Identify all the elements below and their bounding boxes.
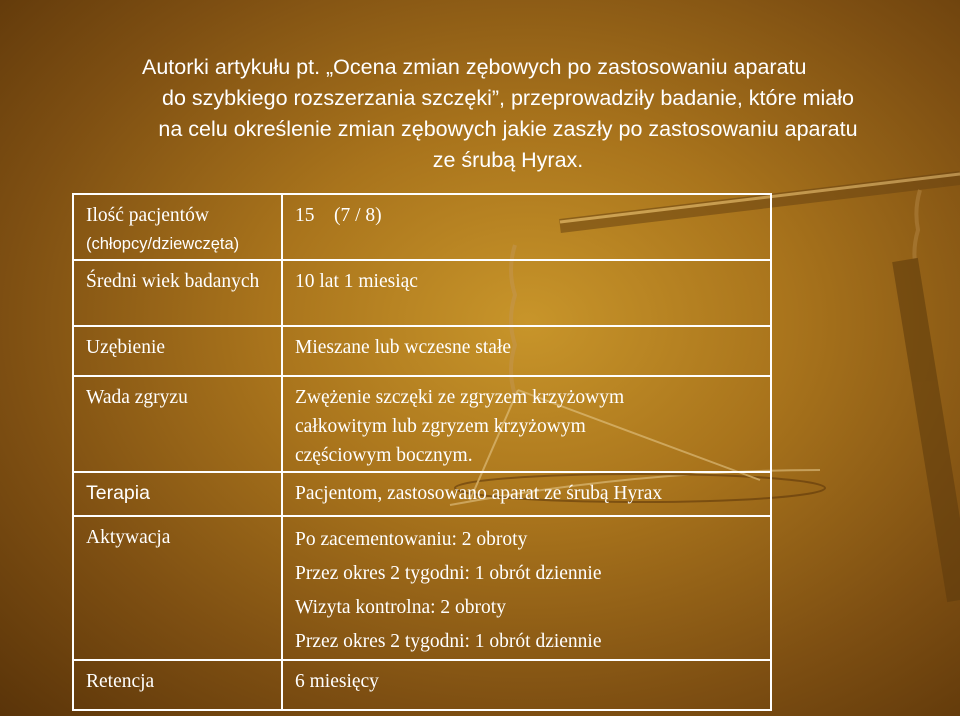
row-label xyxy=(73,194,282,260)
row-value xyxy=(282,260,771,326)
table-row xyxy=(73,376,771,472)
row-value xyxy=(282,472,771,516)
row-value-text: częściowym bocznym. xyxy=(295,445,473,466)
row-value-text: Przez okres 2 tygodni: 1 obrót dziennie xyxy=(295,631,602,652)
row-label-text: Średni wiek badanych xyxy=(86,271,260,292)
table-row xyxy=(73,516,771,660)
row-label xyxy=(73,660,282,710)
table-row xyxy=(73,260,771,326)
row-value xyxy=(282,660,771,710)
row-value-text: 10 lat 1 miesiąc xyxy=(295,271,418,292)
table-row xyxy=(73,472,771,516)
row-label-text: Aktywacja xyxy=(86,527,171,548)
table-row xyxy=(73,660,771,710)
row-value-text: Przez okres 2 tygodni: 1 obrót dziennie xyxy=(295,563,602,584)
row-label-text: Terapia xyxy=(86,482,150,504)
row-label-text: Retencja xyxy=(86,671,155,692)
row-value xyxy=(282,376,771,472)
row-value xyxy=(282,194,771,260)
row-value-text: 6 miesięcy xyxy=(295,671,379,692)
study-details-table xyxy=(72,193,772,711)
title-line: Autorki artykułu pt. „Ocena zmian zębowych po zastosowaniu aparatu xyxy=(142,55,807,79)
row-label-text: Uzębienie xyxy=(86,337,166,358)
row-value-text: całkowitym lub zgryzem krzyżowym xyxy=(295,416,586,437)
row-label xyxy=(73,260,282,326)
table-row xyxy=(73,194,771,260)
row-value-text: Pacjentom, zastosowano aparat ze śrubą Hyrax xyxy=(295,483,663,504)
row-label xyxy=(73,376,282,472)
row-value xyxy=(282,516,771,660)
title-line: ze śrubą Hyrax. xyxy=(432,148,584,172)
row-value-text: 15 (7 / 8) xyxy=(295,205,382,226)
row-label xyxy=(73,326,282,376)
row-label xyxy=(73,516,282,660)
row-value-text: Mieszane lub wczesne stałe xyxy=(295,337,512,358)
row-value-text: Wizyta kontrolna: 2 obroty xyxy=(295,597,506,618)
title-line: na celu określenie zmian zębowych jakie zaszły po zastosowaniu aparatu xyxy=(158,117,858,141)
row-value-text: Po zacementowaniu: 2 obroty xyxy=(295,529,528,550)
table-row xyxy=(73,326,771,376)
row-label-text: Ilość pacjentów xyxy=(86,205,209,226)
row-label-text: Wada zgryzu xyxy=(86,387,188,408)
row-value-text: Zwężenie szczęki ze zgryzem krzyżowym xyxy=(295,387,625,408)
title-line: do szybkiego rozszerzania szczęki”, przeprowadziły badanie, które miało xyxy=(162,86,854,110)
row-value xyxy=(282,326,771,376)
row-label xyxy=(73,472,282,516)
slide-title xyxy=(118,52,898,176)
row-label-subtext: (chłopcy/dziewczęta) xyxy=(86,235,240,253)
